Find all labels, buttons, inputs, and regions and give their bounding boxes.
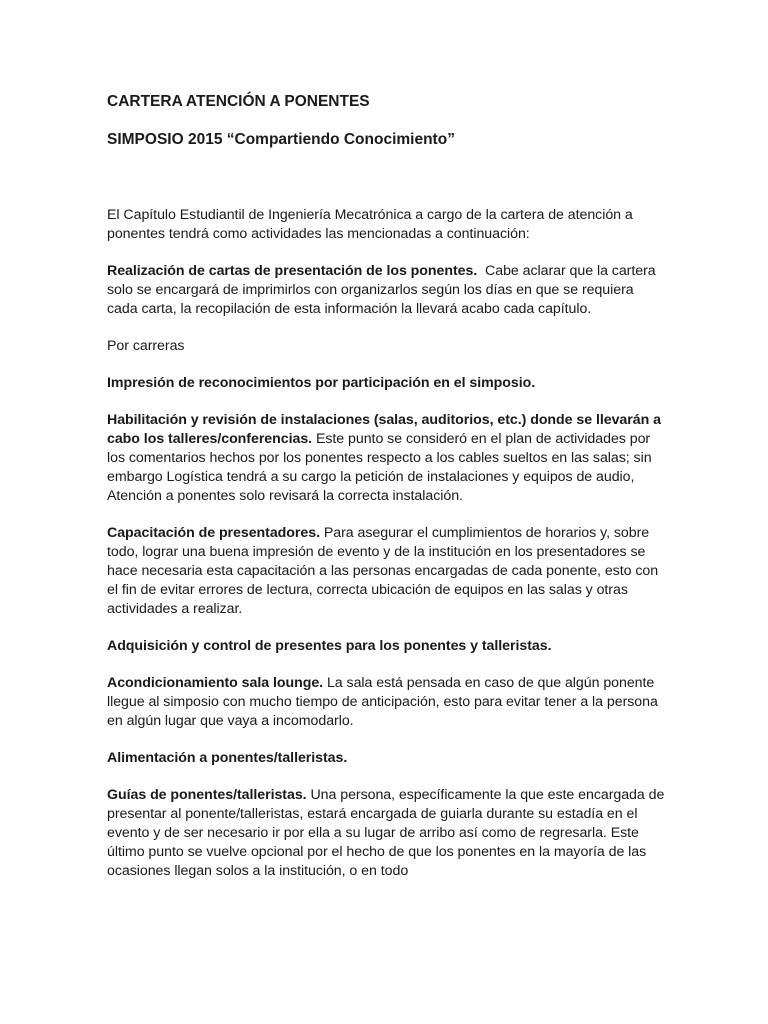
paragraph-text: Cabe aclarar que la cartera solo se encargará de imprimirlos con organizarlos según los días en que se requiera cada carta, la recopilación de esta información la llevará acabo cada capítulo. [107,263,660,317]
paragraph-capacitacion [107,524,667,619]
paragraph-heading: Capacitación de presentadores. [107,525,320,541]
document-page [107,92,667,881]
paragraph-alimentacion [107,749,667,768]
paragraph-text: El Capítulo Estudiantil de Ingeniería Mecatrónica a cargo de la cartera de atención a ponentes tendrá como actividades las mencionadas a continuación: [107,207,633,242]
document-title: CARTERA ATENCIÓN A PONENTES [107,93,370,110]
paragraph-presentes [107,637,667,656]
paragraph-text: Por carreras [107,338,185,354]
paragraph-intro [107,206,667,244]
paragraph-heading: Realización de cartas de presentación de los ponentes. [107,263,478,279]
paragraph-text: Este punto se consideró en el plan de actividades por los comentarios hechos por los ponentes respecto a los cables sueltos en las salas; sin embargo Logística tendrá a su cargo la petición de instalaciones y equipos de audio, Atención a ponentes solo revisará la correcta instalación. [107,431,652,504]
paragraph-text: La sala está pensada en caso de que algún ponente llegue al simposio con mucho tiempo de anticipación, esto para evitar tener a la persona en algún lugar que vaya a incomodarlo. [107,675,658,729]
paragraph-heading: Acondicionamiento sala lounge. [107,675,324,691]
paragraph-instalaciones [107,411,667,506]
paragraph-lounge [107,674,667,731]
paragraph-heading: Adquisición y control de presentes para los ponentes y talleristas. [107,638,552,654]
paragraph-reconocimientos [107,374,667,393]
document-subtitle: SIMPOSIO 2015 “Compartiendo Conocimiento” [107,131,455,148]
paragraph-heading: Guías de ponentes/talleristas. [107,787,307,803]
paragraph-heading: Impresión de reconocimientos por participación en el simposio. [107,375,536,391]
paragraph-carreras [107,337,667,356]
paragraph-text: Para asegurar el cumplimientos de horarios y, sobre todo, lograr una buena impresión de evento y de la institución en los presentadores se hace necesaria esta capacitación a las personas encargadas de cada ponente, esto con el fin de evitar errores de lectura, correcta ubicación de equipos en las salas y otras actividades a realizar. [107,525,659,617]
paragraph-guias [107,786,667,881]
paragraph-text: Una persona, específicamente la que este encargada de presentar al ponente/talleristas, estará encargada de guiarla durante su estadía en el evento y de ser necesario ir por ella a su lugar de arribo así como de regresarla. Este último punto se vuelve opcional por el hecho de que los ponentes en la mayoría de las ocasiones llegan solos a la institución, o en todo [107,787,665,879]
paragraph-heading: Habilitación y revisión de instalaciones (salas, auditorios, etc.) donde se llevarán a cabo los talleres/conferencias. [107,412,661,447]
paragraph-cartas [107,262,667,319]
paragraph-heading: Alimentación a ponentes/talleristas. [107,750,348,766]
